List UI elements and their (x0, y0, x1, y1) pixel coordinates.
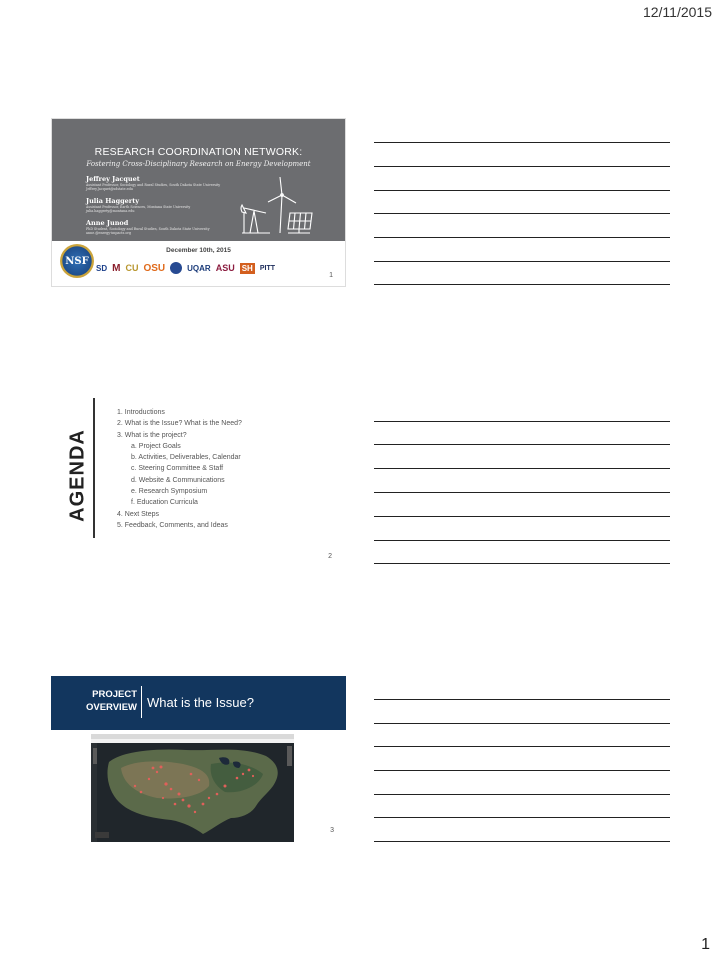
asu-logo: ASU (215, 263, 235, 273)
agenda-item: 3. What is the project? (117, 431, 187, 439)
slide-2-thumbnail (51, 398, 346, 568)
section-label-line-2: OVERVIEW (85, 702, 137, 713)
agenda-item: 1. Introductions (117, 409, 165, 416)
university-seal-icon (170, 262, 182, 274)
us-map-image (91, 734, 294, 842)
partner-logos (96, 259, 275, 277)
slide-title: What is the Issue? (147, 695, 254, 710)
presenter-2 (86, 197, 190, 214)
presentation-date: December 10th, 2015 (166, 247, 231, 254)
note-line (374, 746, 670, 747)
agenda-item: 5. Feedback, Comments, and Ideas (117, 521, 228, 529)
slide-3-thumbnail (51, 676, 346, 842)
note-line (374, 468, 670, 469)
uqar-logo: UQAR (187, 263, 211, 273)
presenter-name: Jeffrey Jacquet (86, 175, 140, 183)
presenter-name: Julia Haggerty (86, 197, 139, 205)
note-line (374, 794, 670, 795)
note-line (374, 284, 670, 285)
colorado-logo: CU (125, 263, 139, 273)
agenda-item: 4. Next Steps (117, 510, 160, 518)
agenda-divider (93, 398, 95, 538)
note-line (374, 516, 670, 517)
header-divider (141, 686, 142, 718)
sh-logo: SH (241, 263, 253, 273)
agenda-item: d. Website & Communications (131, 476, 225, 484)
note-line (374, 723, 670, 724)
nsf-logo-text: NSF (65, 255, 89, 267)
slide-1-thumbnail (51, 118, 346, 287)
note-line (374, 817, 670, 818)
header-date: 12/11/2015 (642, 4, 712, 20)
sdsu-logo: SD (96, 263, 108, 273)
note-line (374, 142, 670, 143)
agenda-item: 2. What is the Issue? What is the Need? (117, 420, 242, 428)
page-number: 1 (701, 936, 710, 953)
note-line (374, 421, 670, 422)
nsf-logo (60, 244, 94, 278)
note-line (374, 166, 670, 167)
agenda-item: e. Research Symposium (131, 488, 208, 496)
osu-logo: OSU (143, 262, 166, 274)
presenter-affiliation: Assistant Professor, Sociology and Rural Studies, South Dakota State University (86, 183, 221, 187)
slide-title: RESEARCH COORDINATION NETWORK: (94, 146, 303, 158)
agenda-heading: AGENDA (66, 429, 89, 522)
slide-subtitle: Fostering Cross-Disciplinary Research on Energy Development (86, 160, 311, 168)
agenda-item: f. Education Curricula (131, 499, 198, 507)
presenter-email: julia.haggerty@montana.edu (86, 209, 135, 214)
note-line (374, 237, 670, 238)
presenter-affiliation: Assistant Professor, Earth Sciences, Montana State University (86, 205, 191, 209)
presenter-email: Jeffrey.Jacquet@sdstate.edu (86, 187, 133, 192)
note-line (374, 261, 670, 262)
note-line (374, 492, 670, 493)
note-line (374, 699, 670, 700)
note-line (374, 444, 670, 445)
agenda-item: b. Activities, Deliverables, Calendar (131, 454, 241, 462)
presenter-affiliation: PhD Student, Sociology and Rural Studies, South Dakota State University (86, 227, 210, 231)
slide-number: 2 (328, 553, 332, 560)
slide-number: 1 (329, 272, 333, 279)
agenda-item: c. Steering Committee & Staff (131, 465, 224, 473)
pitt-logo: PITT (259, 264, 276, 272)
agenda-item: a. Project Goals (131, 442, 181, 450)
presenter-3 (86, 219, 210, 236)
agenda-list (117, 407, 242, 531)
slide-number: 3 (330, 827, 334, 834)
note-line (374, 213, 670, 214)
section-header (51, 676, 346, 730)
section-label-line-1: PROJECT (92, 689, 137, 700)
presenter-email: anne.@energy-impacts.org (86, 231, 132, 236)
note-line (374, 540, 670, 541)
presenter-1 (86, 175, 220, 192)
note-line (374, 190, 670, 191)
presenter-name: Anne Junod (86, 219, 129, 227)
note-line (374, 563, 670, 564)
section-label (71, 688, 137, 714)
satellite-map-screenshot (91, 734, 294, 842)
note-line (374, 770, 670, 771)
title-band (52, 119, 345, 241)
energy-illustration-icon (240, 175, 314, 237)
montana-logo: M (112, 262, 121, 274)
note-line (374, 841, 670, 842)
